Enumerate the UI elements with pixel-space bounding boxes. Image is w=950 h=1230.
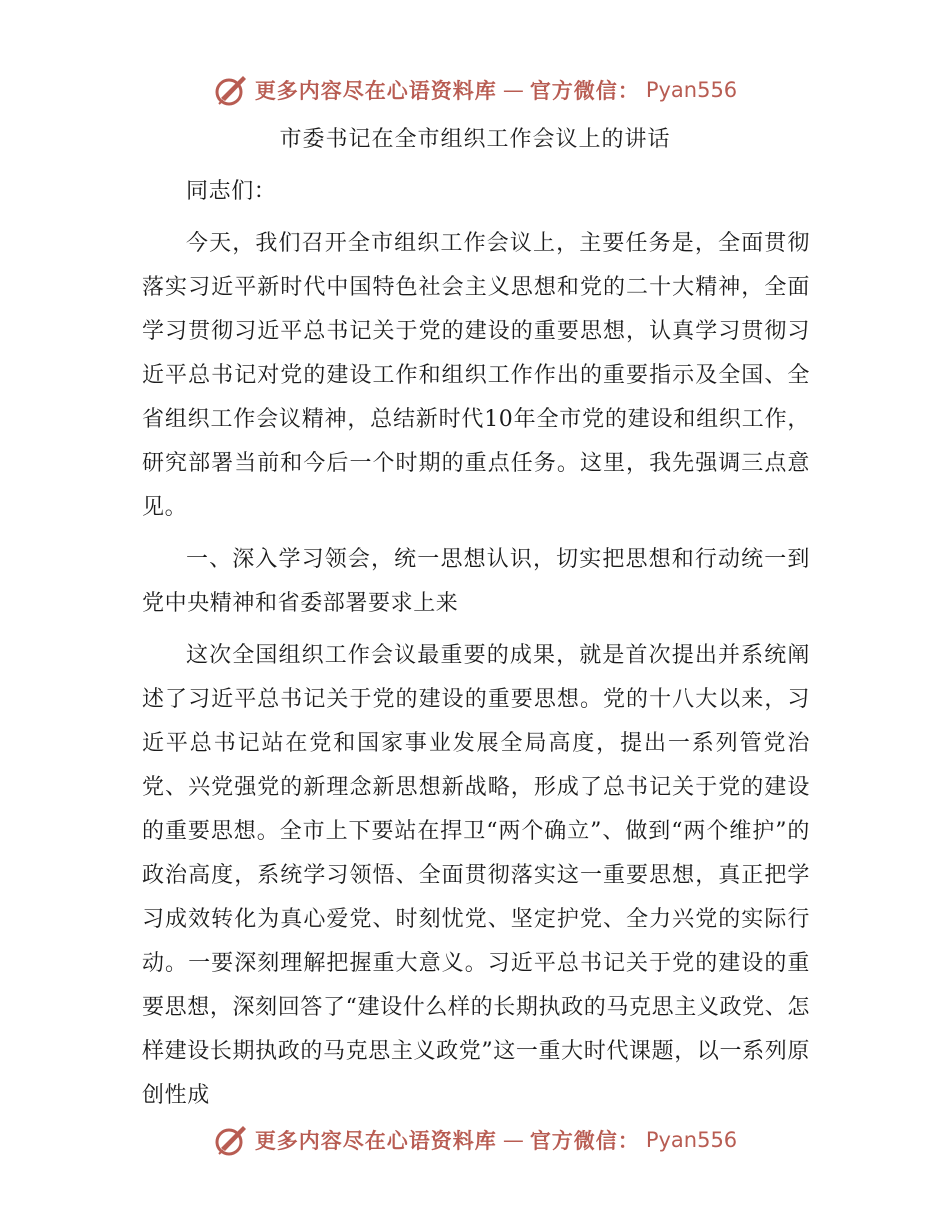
section-heading: 一、深入学习领会，统一思想认识，切实把思想和行动统一到党中央精神和省委部署要求上来 bbox=[142, 547, 810, 616]
header-watermark bbox=[0, 70, 950, 110]
watermark-text: 更多内容尽在心语资料库 bbox=[254, 1129, 497, 1153]
watermark-dash: — bbox=[502, 1128, 524, 1152]
quill-logo-icon bbox=[213, 72, 249, 108]
watermark-official-label: 官方微信： bbox=[529, 1129, 640, 1153]
watermark-wechat-id: Pyan556 bbox=[645, 1128, 738, 1152]
watermark-text: 更多内容尽在心语资料库 bbox=[254, 79, 497, 103]
footer-watermark bbox=[0, 1120, 950, 1160]
document-body bbox=[142, 170, 810, 1126]
paragraph: 今天，我们召开全市组织工作会议上，主要任务是，全面贯彻落实习近平新时代中国特色社会主义思想和党的二十大精神，全面学习贯彻习近平总书记关于党的建设的重要思想，认真学习贯彻习近平总书记对党的建设工作和组织工作作出的重要指示及全国、全省组织工作会议精神，总结新时代10年全市党的建设和组织工作，研究部署当前和今后一个时期的重点任务。这里，我先强调三点意见。 bbox=[142, 231, 810, 520]
watermark-official-label: 官方微信： bbox=[529, 79, 640, 103]
salutation: 同志们： bbox=[186, 179, 277, 204]
page-title: 市委书记在全市组织工作会议上的讲话 bbox=[279, 127, 671, 152]
watermark-wechat-id: Pyan556 bbox=[645, 78, 738, 102]
paragraph: 这次全国组织工作会议最重要的成果，就是首次提出并系统阐述了习近平总书记关于党的建设的重要思想。党的十八大以来，习近平总书记站在党和国家事业发展全局高度，提出一系列管党治党、兴党强党的新理念新思想新战略，形成了总书记关于党的建设的重要思想。全市上下要站在捍卫“两个确立”、做到“两个维护”的政治高度，系统学习领悟、全面贯彻落实这一重要思想，真正把学习成效转化为真心爱党、时刻忧党、坚定护党、全力兴党的实际行动。一要深刻理解把握重大意义。习近平总书记关于党的建设的重要思想，深刻回答了“建设什么样的长期执政的马克思主义政党、怎样建设长期执政的马克思主义政党”这一重大时代课题，以一系列原创性成 bbox=[142, 643, 810, 1108]
quill-logo-icon bbox=[213, 1122, 249, 1158]
watermark-dash: — bbox=[502, 78, 524, 102]
